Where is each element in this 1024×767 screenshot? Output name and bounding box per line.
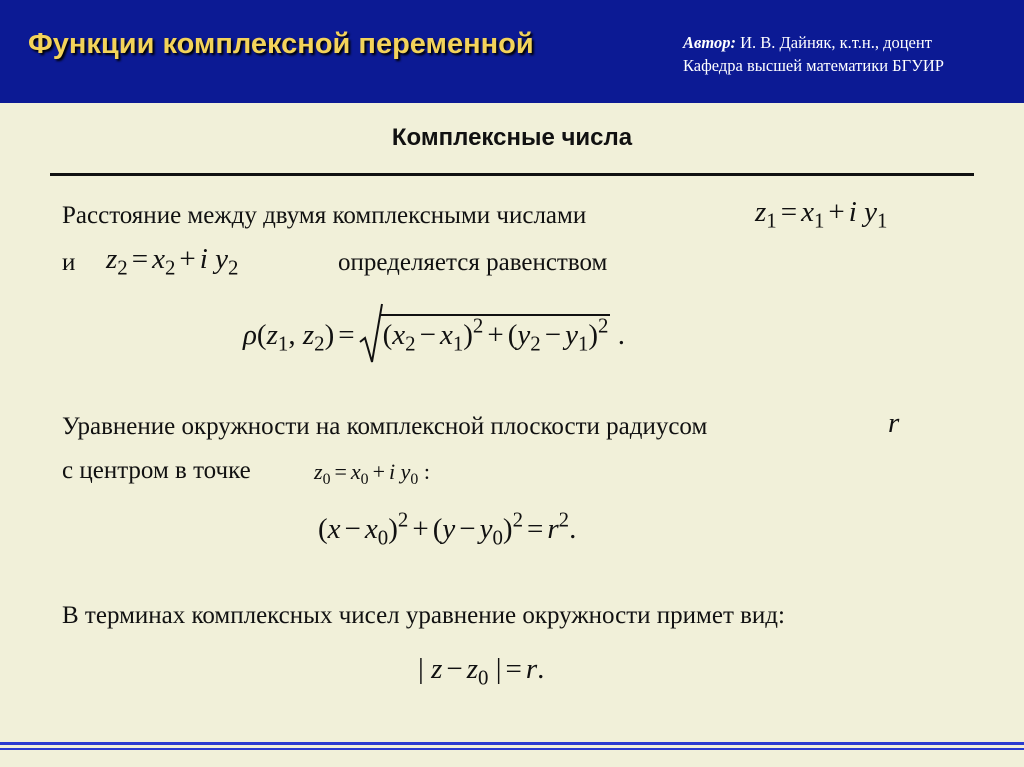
divider-line (50, 173, 974, 176)
formula-z1: $z_1 = x_1 + i$ $y_1$ (755, 196, 888, 233)
footer-line-thin (0, 748, 1024, 750)
section-title: Комплексные числа (391, 124, 633, 151)
author-block (683, 31, 944, 77)
formula-distance: $\rho(z_1$, $z_2$) = $(x_2 - x_1)^2 + (y_2 - y_1)^2$ . (243, 314, 625, 352)
formula-z2: $z_2 = x_2 + i$ $y_2$ (106, 243, 239, 280)
author-label: Автор: (683, 33, 736, 52)
complex-terms-text: В терминах комплексных чисел уравнение окружности примет вид: (62, 602, 785, 629)
formula-modulus: | $z - z_0$ | = r. (418, 653, 545, 690)
radius-symbol: r (888, 407, 900, 439)
distance-intro-text: Расстояние между двумя комплексными числами (62, 202, 587, 229)
defined-by-text: определяется равенством (338, 249, 608, 276)
formula-center-z0: $z_0 = x_0 + i$ $y_0$ : (314, 459, 430, 488)
footer-line (0, 742, 1024, 745)
header-bar (0, 0, 1024, 103)
author-name: И. В. Дайняк, к.т.н., доцент (740, 33, 932, 52)
circle-eq-intro-text: Уравнение окружности на комплексной плоскости радиусом (62, 413, 708, 440)
formula-circle: $(x - x_0)^2 + (y - y_0)^2 = r^2$. (318, 507, 577, 550)
and-word: и (62, 249, 76, 276)
with-center-text: с центром в точке (62, 457, 251, 484)
department: Кафедра высшей математики БГУИР (683, 56, 944, 75)
slide-title: Функции комплексной переменной (28, 28, 534, 60)
